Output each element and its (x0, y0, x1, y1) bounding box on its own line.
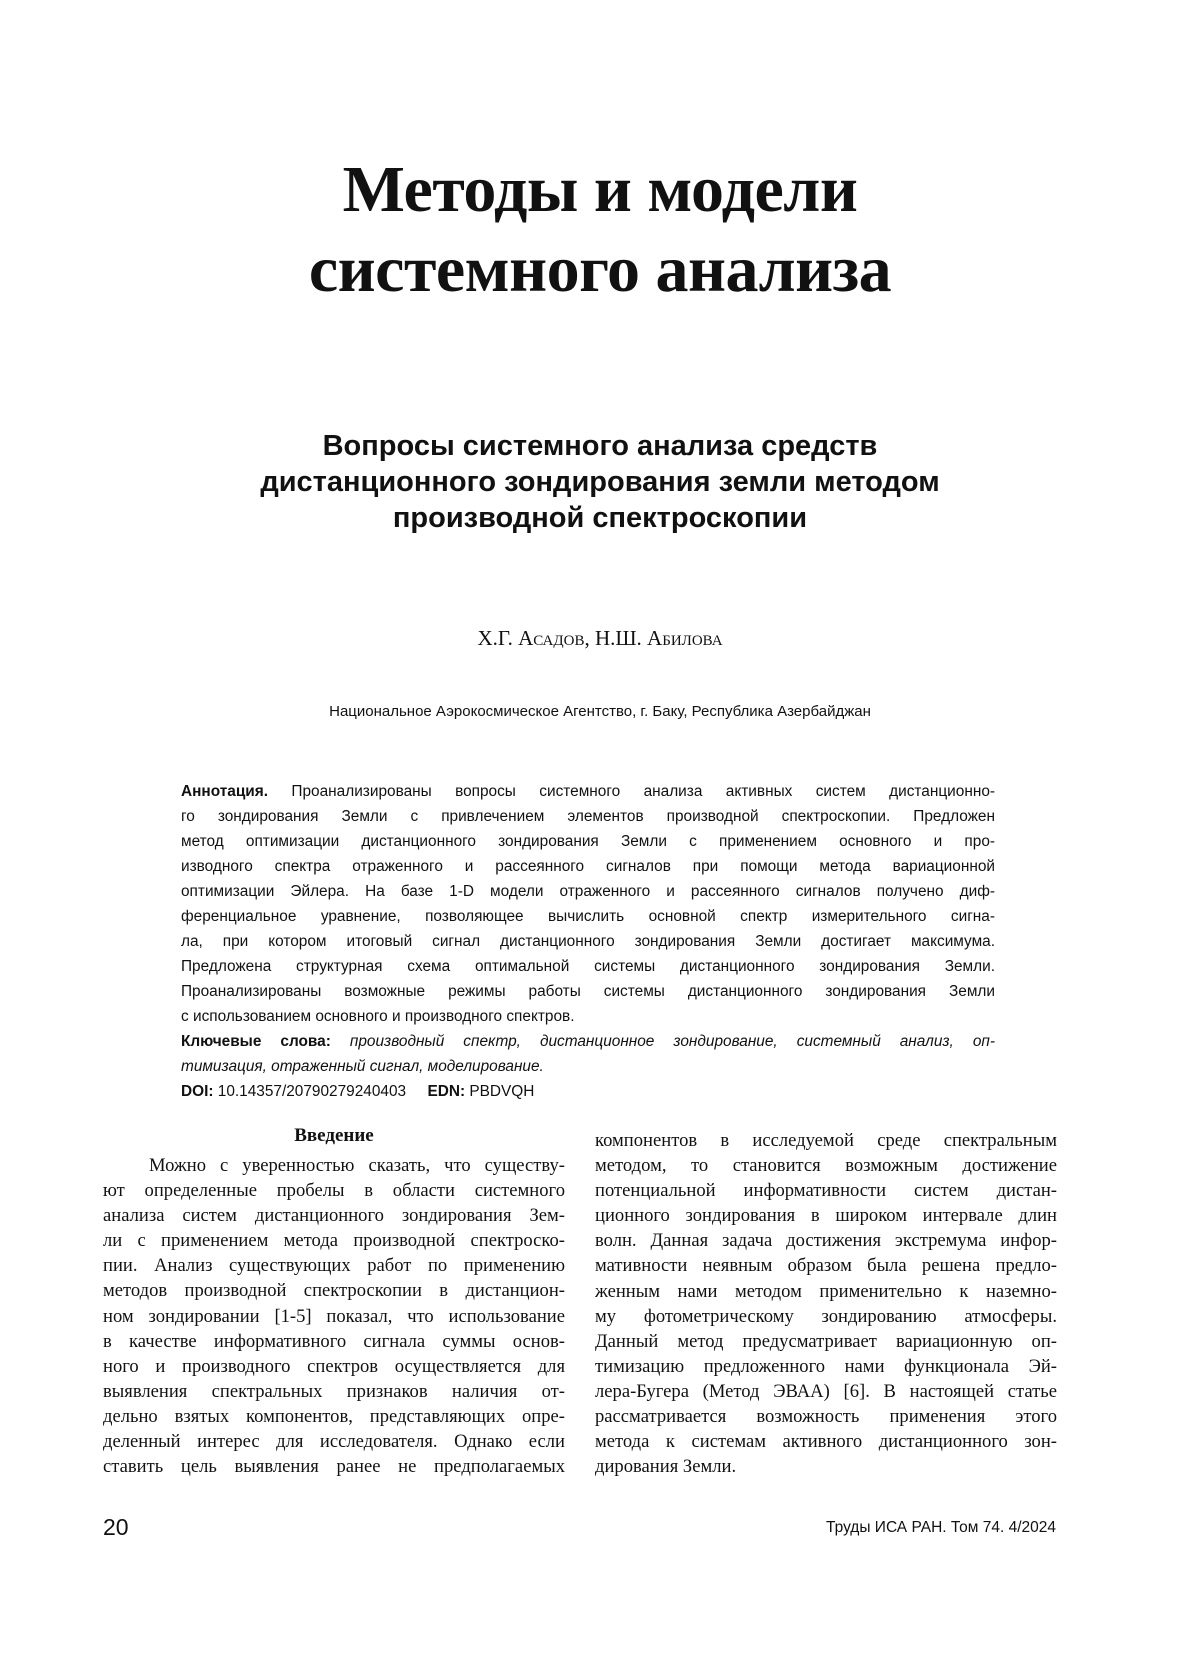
body-line: деленный интерес для исследователя. Однако если (103, 1431, 565, 1453)
doi-label: DOI: (181, 1083, 214, 1100)
body-line: пии. Анализ существующих работ по применению (103, 1255, 565, 1277)
page-number: 20 (103, 1514, 129, 1540)
right-column (595, 1128, 1057, 1479)
keywords-line: тимизация, отраженный сигнал, моделирование. (181, 1058, 544, 1075)
body-line: ставить цель выявления ранее не предполагаемых (103, 1456, 565, 1478)
section-title-line: системного анализа (308, 233, 892, 306)
abstract-line: ференциальное уравнение, позволяющее вычислить основной спектр измерительного сигна- (181, 908, 995, 925)
keywords-line: Ключевые слова: производный спектр, дистанционное зондирование, системный анализ, оп- (181, 1033, 995, 1050)
abstract-line: оптимизации Эйлера. На базе 1-D модели отраженного и рассеянного сигналов получено диф- (181, 883, 995, 900)
left-column (103, 1153, 565, 1479)
section-title (100, 150, 1100, 310)
body-line: женным нами методом применительно к наземно- (595, 1280, 1057, 1302)
body-line: Можно с уверенностью сказать, что существу- (149, 1155, 565, 1176)
abstract-line: го зондирования Земли с привлечением элементов производной спектроскопии. Предложен (181, 808, 995, 825)
abstract-line: изводного спектра отраженного и рассеянного сигналов при помощи метода вариационной (181, 858, 995, 875)
body-line: выявления спектральных признаков наличия от- (103, 1380, 565, 1402)
body-line: ли с применением метода производной спектроско- (103, 1230, 565, 1252)
body-line: методом, то становится возможным достижение (595, 1155, 1057, 1177)
body-line: анализа систем дистанционного зондирования Зем- (103, 1205, 565, 1227)
body-line: ном зондировании [1-5] показал, что использование (103, 1305, 565, 1327)
body-line: метода к системам активного дистанционного зон- (595, 1431, 1057, 1453)
section-title-line: Методы и модели (342, 153, 858, 226)
body-line: дельно взятых компонентов, представляющих опре- (103, 1405, 565, 1427)
body-line: дирования Земли. (595, 1456, 737, 1478)
body-line: тимизацию предложенного нами функционала Эй- (595, 1355, 1057, 1377)
body-line: ционного зондирования в широком интервале длин (595, 1205, 1057, 1227)
edn-label: EDN: (427, 1083, 466, 1100)
edn-value: PBDVQH (469, 1083, 535, 1100)
body-line: потенциальной информативности систем дистан- (595, 1180, 1057, 1202)
body-line: компонентов в исследуемой среде спектральным (595, 1130, 1057, 1151)
body-line: ного и производного спектров осуществляется для (103, 1355, 565, 1377)
body-line: ют определенные пробелы в области системного (103, 1180, 565, 1202)
body-line: Данный метод предусматривает вариационную оп- (595, 1330, 1057, 1352)
body-line: мативности неявным образом была решена предло- (595, 1255, 1057, 1277)
intro-heading: Введение (294, 1125, 374, 1146)
body-line: в качестве информативного сигнала суммы основ- (103, 1330, 565, 1352)
abstract-line: метод оптимизации дистанционного зондирования Земли с применением основного и про- (181, 833, 995, 850)
abstract-label: Аннотация. (181, 783, 269, 800)
article-title-line: Вопросы системного анализа средств (322, 430, 878, 462)
abstract-line: с использованием основного и производного спектров. (181, 1008, 575, 1025)
doi-line (181, 1079, 995, 1104)
body-line: волн. Данная задача достижения экстремума инфор- (595, 1230, 1057, 1252)
abstract-line: ла, при котором итоговый сигнал дистанционного зондирования Земли достигает максимума. (181, 933, 995, 950)
abstract-line: Предложена структурная схема оптимальной системы дистанционного зондирования Земли. (181, 958, 995, 975)
doi-link[interactable]: 10.14357/20790279240403 (217, 1083, 407, 1100)
affiliation: Национальное Аэрокосмическое Агентство, г. Баку, Республика Азербайджан (329, 703, 871, 720)
body-line: му фотометрическому зондированию атмосферы. (595, 1305, 1057, 1327)
abstract-line: Аннотация. Проанализированы вопросы системного анализа активных систем дистанционно- (181, 783, 995, 800)
abstract-line: Проанализированы возможные режимы работы системы дистанционного зондирования Земли (181, 983, 995, 1000)
body-line: рассматривается возможность применения этого (595, 1406, 1057, 1428)
article-title-line: производной спектроскопии (392, 502, 808, 534)
body-line: методов производной спектроскопии в дистанцион- (103, 1280, 565, 1302)
abstract (181, 779, 995, 1104)
article-title-line: дистанционного зондирования земли методом (260, 466, 940, 498)
article-title (100, 428, 1100, 536)
authors: Х.Г. Асадов, Н.Ш. Абилова (477, 626, 723, 650)
journal-footer: Труды ИСА РАН. Том 74. 4/2024 (826, 1519, 1056, 1536)
body-line: лера-Бугера (Метод ЭВАА) [6]. В настоящей статье (595, 1380, 1057, 1402)
keywords-label: Ключевые слова: (181, 1033, 331, 1050)
